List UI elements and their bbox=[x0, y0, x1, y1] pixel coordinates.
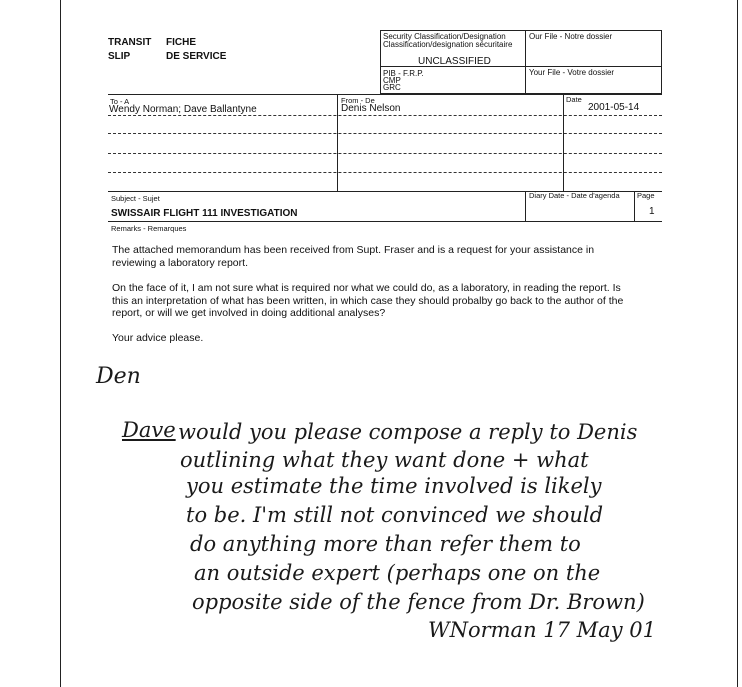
from-label: From - De bbox=[341, 96, 375, 105]
routing-line-2 bbox=[108, 133, 662, 134]
date-label: Date bbox=[566, 95, 582, 104]
page-label: Page bbox=[637, 191, 655, 200]
page-left-edge bbox=[60, 0, 61, 687]
subject-row-divider-1 bbox=[525, 191, 526, 221]
handwritten-initials: Den bbox=[96, 364, 141, 389]
routing-line-1 bbox=[108, 115, 662, 116]
date-value: 2001-05-14 bbox=[588, 102, 640, 113]
handwritten-line-3: you estimate the time involved is likely bbox=[186, 474, 602, 498]
body-paragraph-2-line-3: report, or will we get involved in doing additional analyses? bbox=[112, 307, 386, 319]
our-file-label: Our File - Notre dossier bbox=[529, 32, 613, 41]
remarks-label: Remarks - Remarques bbox=[111, 224, 187, 233]
form-title-transit: TRANSIT bbox=[108, 37, 152, 48]
form-title-fiche: FICHE bbox=[166, 37, 196, 48]
form-title-de-service: DE SERVICE bbox=[166, 51, 227, 62]
body-paragraph-1-line-2: reviewing a laboratory report. bbox=[112, 257, 248, 269]
security-classification-value: UNCLASSIFIED bbox=[418, 56, 491, 67]
to-label: To - A bbox=[110, 97, 130, 106]
handwritten-line-6: an outside expert (perhaps one on the bbox=[194, 561, 601, 585]
pib-cmp: CMP bbox=[383, 76, 401, 85]
handwritten-addressee: Dave bbox=[122, 418, 176, 442]
subject-row-bottom bbox=[108, 221, 662, 222]
subject-value: SWISSAIR FLIGHT 111 INVESTIGATION bbox=[111, 208, 298, 219]
to-value: Wendy Norman; Dave Ballantyne bbox=[109, 104, 257, 115]
security-classification-label-fr: Classification/designation sécuritaire bbox=[383, 40, 513, 49]
form-title-slip: SLIP bbox=[108, 51, 131, 62]
body-paragraph-2-line-2: this an interpretation of what has been written, in which case they should probalby go back to the author of the bbox=[112, 295, 624, 307]
handwritten-line-1: would you please compose a reply to Denis bbox=[178, 420, 638, 444]
pib-grc: GRC bbox=[383, 83, 401, 92]
body-paragraph-2-line-1: On the face of it, I am not sure what is required nor what we could do, as a laboratory, in reading the report. Is bbox=[112, 282, 621, 294]
handwritten-line-7: opposite side of the fence from Dr. Brown) bbox=[192, 590, 645, 614]
body-paragraph-1-line-1: The attached memorandum has been received from Supt. Fraser and is a request for your assistance in bbox=[112, 244, 595, 256]
routing-line-3 bbox=[108, 153, 662, 154]
handwritten-line-5: do anything more than refer them to bbox=[190, 532, 581, 556]
diary-date-label: Diary Date - Date d'agenda bbox=[529, 191, 620, 200]
handwritten-line-2: outlining what they want done + what bbox=[180, 448, 589, 472]
security-classification-label: Security Classification/Designation bbox=[383, 32, 506, 41]
your-file-label: Your File - Votre dossier bbox=[529, 68, 615, 77]
subject-row-divider-2 bbox=[634, 191, 635, 221]
security-box-left bbox=[380, 30, 381, 93]
subject-label: Subject - Sujet bbox=[111, 194, 160, 203]
handwritten-line-4: to be. I'm still not convinced we should bbox=[186, 503, 604, 527]
pib-label: PIB - F.R.P. bbox=[383, 69, 424, 78]
security-box-divider bbox=[525, 30, 526, 93]
routing-grid-divider-2 bbox=[563, 94, 564, 191]
routing-grid-divider-1 bbox=[337, 94, 338, 191]
handwritten-signature: WNorman 17 May 01 bbox=[428, 618, 656, 642]
routing-line-4 bbox=[108, 172, 662, 173]
body-paragraph-3: Your advice please. bbox=[112, 332, 204, 344]
page-value: 1 bbox=[649, 206, 655, 217]
from-value: Denis Nelson bbox=[341, 103, 401, 114]
page-right-edge bbox=[737, 0, 738, 687]
security-box-top bbox=[380, 30, 662, 31]
security-box-right bbox=[661, 30, 662, 93]
